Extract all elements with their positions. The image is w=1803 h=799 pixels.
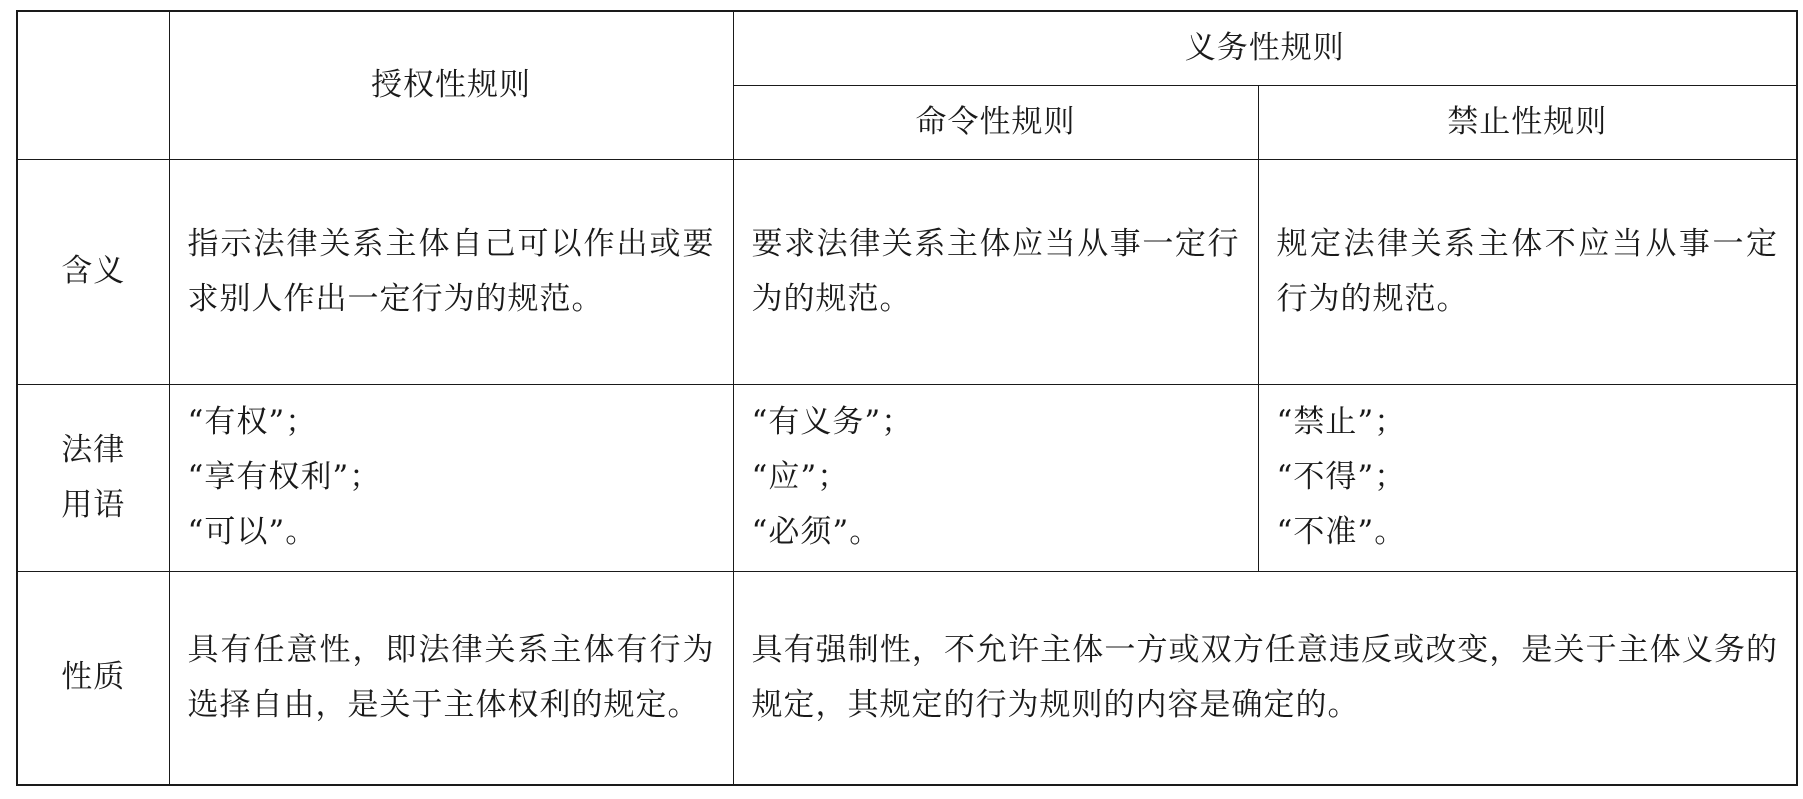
header-corner-cell — [17, 11, 169, 159]
cell-terms-mandatory — [733, 384, 1258, 571]
table-row-meaning — [17, 159, 1797, 384]
header-authorizing-rules: 授权性规则 — [169, 11, 733, 159]
term-item: “享有权利”； — [187, 459, 382, 495]
row-label-legal-terms — [17, 384, 169, 571]
cell-terms-authorizing — [169, 384, 733, 571]
header-prohibitive-rules: 禁止性规则 — [1258, 85, 1797, 159]
table-header-row — [17, 11, 1797, 85]
table-row-nature — [17, 571, 1797, 785]
cell-meaning-authorizing: 指示法律关系主体自己可以作出或要求别人作出一定行为的规范。 — [169, 159, 733, 384]
cell-nature-obligatory: 具有强制性，不允许主体一方或双方任意违反或改变，是关于主体义务的规定，其规定的行为规则的内容是确定的。 — [733, 571, 1797, 785]
term-item: “禁止”； — [1276, 404, 1407, 440]
row-label-legal-terms-line: 法律 — [61, 431, 126, 468]
row-label-meaning: 含义 — [17, 159, 169, 384]
legal-rules-comparison-table — [16, 10, 1798, 786]
header-obligatory-rules: 义务性规则 — [733, 11, 1797, 85]
row-label-nature: 性质 — [17, 571, 169, 785]
term-item: “应”； — [751, 459, 850, 495]
cell-meaning-prohibitive: 规定法律关系主体不应当从事一定行为的规范。 — [1258, 159, 1797, 384]
header-mandatory-rules: 命令性规则 — [733, 85, 1258, 159]
term-item: “必须”。 — [751, 514, 882, 550]
document-page — [16, 10, 1796, 784]
term-item: “不得”； — [1276, 459, 1407, 495]
term-item: “有义务”； — [751, 404, 914, 440]
cell-meaning-mandatory: 要求法律关系主体应当从事一定行为的规范。 — [733, 159, 1258, 384]
term-item: “不准”。 — [1276, 514, 1407, 550]
cell-nature-authorizing: 具有任意性，即法律关系主体有行为选择自由，是关于主体权利的规定。 — [169, 571, 733, 785]
cell-terms-prohibitive — [1258, 384, 1797, 571]
table-row-legal-terms — [17, 384, 1797, 571]
row-label-legal-terms-line: 用语 — [61, 486, 126, 523]
term-item: “有权”； — [187, 404, 318, 440]
term-item: “可以”。 — [187, 514, 318, 550]
